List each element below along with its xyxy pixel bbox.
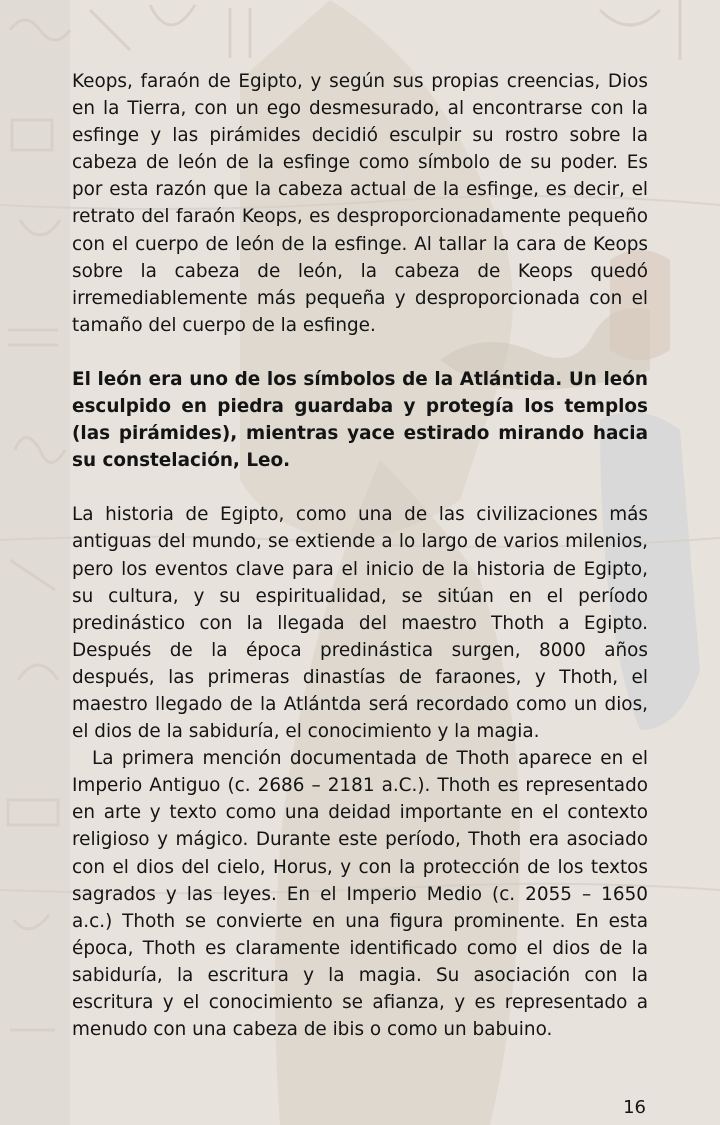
paragraph-thoth-first-mention: La primera mención documentada de Thoth aparece en el Imperio Antiguo (c. 2686 – 2181 a.C.). Thoth es representado en arte y texto como una deidad importante en el contexto religioso y mágico. Durante este período, Thoth era asociado con el dios del cielo, Horus, y con la protección de los textos sagrados y las leyes. En el Imperio Medio (c. 2055 – 1650 a.c.) Thoth se convierte en una figura prominente. En esta época, Thoth es claramente identificado como el dios de la sabiduría, la escritura y la magia. Su asociación con la escritura y el conocimiento se afianza, y es representado a menudo con una cabeza de ibis o como un babuino. (72, 748, 648, 1041)
page-content (72, 68, 648, 1043)
paragraph-egypt-history: La historia de Egipto, como una de las civilizaciones más antiguas del mundo, se extiende a lo largo de varios milenios, pero los eventos clave para el inicio de la historia de Egipto, su cultura, y su espiritualidad, se sitúan en el período predinástico con la llegada del maestro Thoth a Egipto. Después de la época predinástica surgen, 8000 años después, las primeras dinastías de faraones, y Thoth, el maestro llegado de la Atlántda será recordado como un dios, el dios de la sabiduría, el conocimiento y la magia. (72, 504, 648, 743)
paragraph-keops: Keops, faraón de Egipto, y según sus propias creencias, Dios en la Tierra, con un ego desmesurado, al encontrarse con la esfinge y las pirámides decidió esculpir su rostro sobre la cabeza de león de la esfinge como símbolo de su poder. Es por esta razón que la cabeza actual de la esfinge, es decir, el retrato del faraón Keops, es desproporcionadamente pequeño con el cuerpo de león de la esfinge. Al tallar la cara de Keops sobre la cabeza de león, la cabeza de Keops quedó irremediablemente más pequeña y desproporcionada con el tamaño del cuerpo de la esfinge. (72, 71, 648, 336)
page-number: 16 (623, 1097, 646, 1118)
paragraph-lion-atlantis: El león era uno de los símbolos de la Atlántida. Un león esculpido en piedra guardaba y protegía los templos (las pirámides), mientras yace estirado mirando hacia su constelación, Leo. (72, 368, 648, 472)
